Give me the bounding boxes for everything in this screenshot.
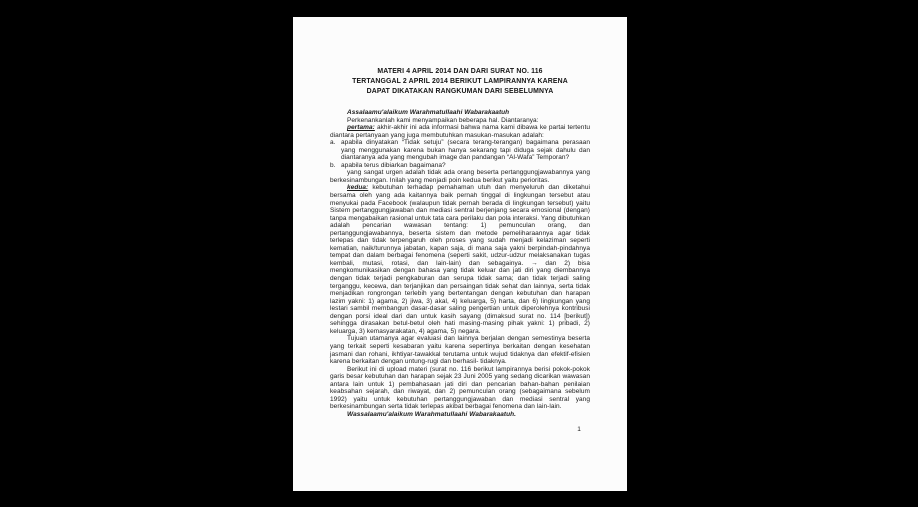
paragraph-second-point — [330, 184, 590, 335]
paragraph-goal: Tujuan utamanya agar evaluasi dan lainnya berjalan dengan semestinya beserta yang terkait seperti kesabaran yaitu karena sepertinya berkaitan dengan kesehatan jasmani dan rohani, ikhtiyar-tawakkal terutama untuk wujud tidaknya dan efektif-efisien karena berkaitan dengan untung-rugi dan berhasil- tidaknya. — [330, 335, 590, 366]
title-line-1: MATERI 4 APRIL 2014 DAN DARI SURAT NO. 116 — [377, 68, 543, 75]
document-title — [330, 67, 590, 97]
second-point-lead: kedua: — [347, 184, 369, 192]
paragraph-first-point — [330, 124, 590, 139]
closing-salutation: Wassalaamu'alaikum Warahmatullaahi Wabarakaatuh. — [347, 410, 517, 418]
opening-salutation: Assalaamu'alaikum Warahmatullaahi Wabarakaatuh — [347, 109, 510, 116]
list-marker-b: b. — [330, 161, 336, 169]
first-point-body: akhir-akhir ini ada informasi bahwa nama kami dibawa ke partai tertentu diantara pertanyaan yang juga membutuhkan masukan-masukan adalah: — [330, 124, 590, 139]
intro-line: Perkenankanlah kami menyampaikan beberapa hal. Diantaranya: — [347, 116, 539, 124]
document-page — [293, 17, 627, 491]
page-content — [330, 67, 590, 418]
list-item-a — [330, 139, 590, 162]
list-text-b: apabila terus dibiarkan bagaimana? — [341, 161, 446, 169]
list-text-a: apabila dinyatakan “Tidak setuju” (secara terang-terangan) bagaimana perasaan yang menggunakan karena bukan hanya sekarang tapi diduga sejak dahulu dan diantaranya ada yang mengubah image dan pandangan “Al-Wafa” Temporan? — [341, 139, 590, 162]
title-line-2: TERTANGGAL 2 APRIL 2014 BERIKUT LAMPIRANNYA KARENA — [352, 78, 568, 85]
title-line-3: DAPAT DIKATAKAN RANGKUMAN DARI SEBELUMNYA — [366, 88, 554, 95]
paragraph-urgent: yang sangat urgen adalah tidak ada orang beserta pertanggungjawabannya yang berkesinambungan. Inilah yang menjadi poin kedua berikut yaitu perioritas. — [330, 169, 590, 184]
page-number: 1 — [577, 426, 581, 433]
list-item-b — [330, 162, 590, 170]
list-marker-a: a. — [330, 139, 336, 147]
second-point-body: kebutuhan terhadap pemahaman utuh dan menyeluruh dan diketahui bersama oleh yang ada kaitannya baik pernah tinggal di lingkungan tersebut atau menyukai pada Facebook (walaupun tidak pernah berada di lingkungan tersebut) yaitu Sistem pertanggungjawaban dan mediasi sentral berjenjang secara emosional (dengan) tanpa mengabaikan rasional untuk tata cara perilaku dan pola interaksi. Yang dibutuhkan adalah pencarian wawasan tentang: 1) pemunculan orang, dan pertanggungjawabannya, beserta sistem dan metode pemeliharaannya agar tidak terlepas dan tidak terpengaruh oleh proses yang sudah menjadi kelaziman seperti kematian, naik/turunnya jabatan, kapan saja, di mana saja yakni berpindah-pindahnya tempat dan dalam berbagai fenomena (seperti sakit, udzur-udzur melaksanakan tugas kembali, mutasi, rotasi, dan lain-lain) dan sebagainya. → dan 2) bisa mengkomunikasikan dengan bahasa yang tidak keluar dan jati diri yang diembannya dengan tidak terjadi pengkaburan dan serupa tidak sama; dan tidak terjadi saling terganggu, kecewa, dan terjanjikan dan persaingan tidak sehat dan lainnya, serta tidak menjadikan rongrongan terlebih yang bertentangan dengan kebutuhan dan harapan lazim yakni: 1) agama, 2) jiwa, 3) akal, 4) keluarga, 5) harta, dan 6) lingkungan yang lestari sambil membangun dasar-dasar saling pengertian untuk diperolehnya kontribusi dengan porsi ideal dari dan untuk kasih sayang (dimaksud surat no. 114 [berikut]) sehingga dirasakan betul-betul oleh hati masing-masing pihak yakni: 1) pribadi, 2) keluarga, 3) kemasyarakatan, 4) agama, 5) negara. — [330, 184, 590, 335]
paragraph-upload: Berikut ini di upload materi (surat no. 116 berikut lampirannya berisi pokok-pokok garis besar kebutuhan dan harapan sejak 23 Juni 2005 yang sedang dicarikan wawasan antara lain untuk 1) pembahasaan jati diri dan pencarian bahan-bahan penilaian keabsahan sejarah, dan riwayat, dan 2) pemunculan orang (sebagaimana sebelum 1992) yaitu untuk kebutuhan pertanggungjawaban dan mediasi sentral yang berkesinambungan serta tidak terlepas akibat berbagai fenomena dan lain-lain. — [330, 365, 590, 411]
first-point-lead: pertama: — [347, 124, 375, 132]
